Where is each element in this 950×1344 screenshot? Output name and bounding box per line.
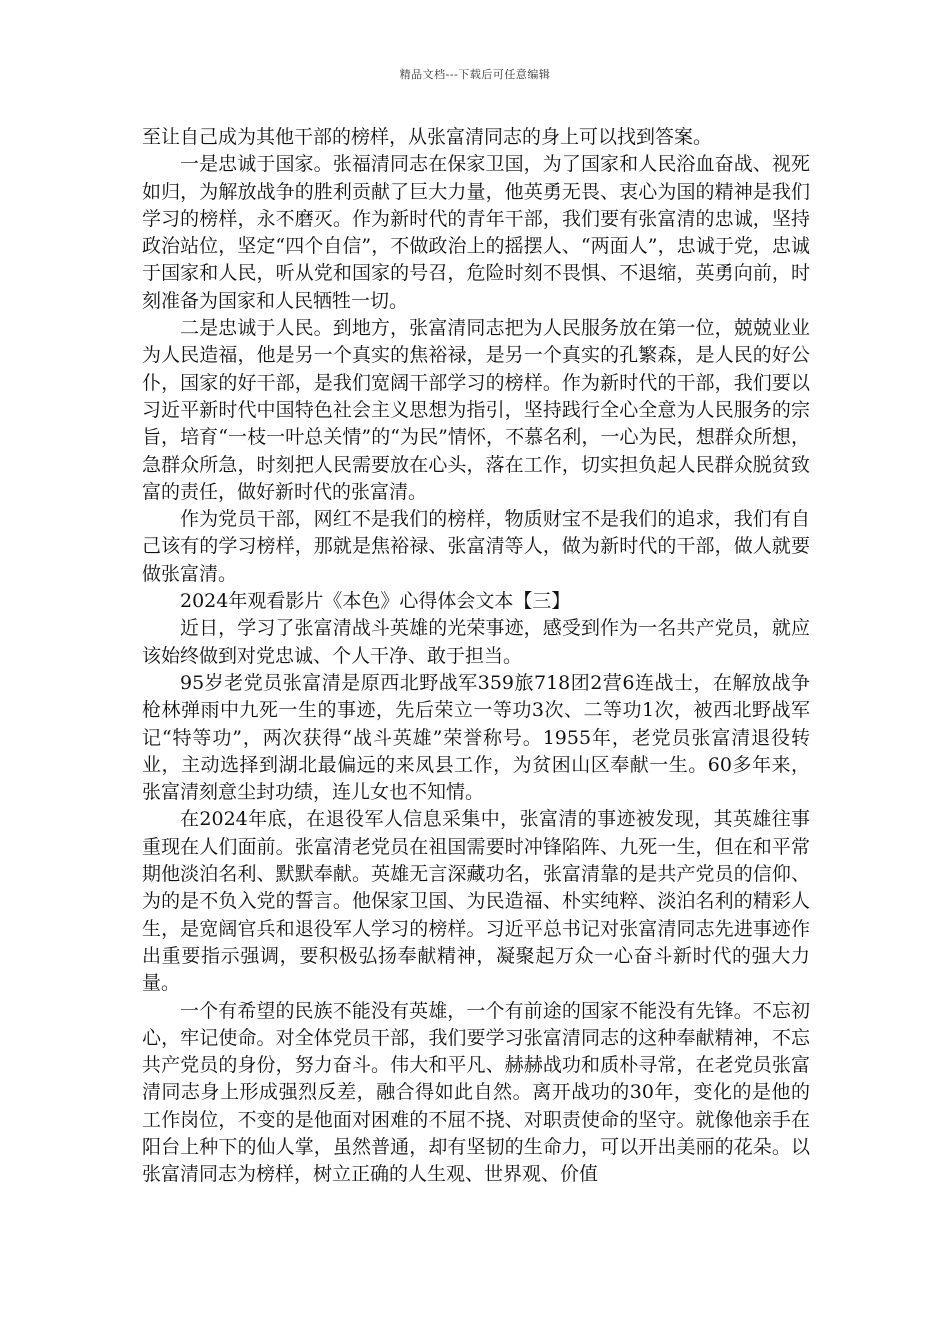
paragraph-conclusion: 一个有希望的民族不能没有英雄，一个有前途的国家不能没有先锋。不忘初心，牢记使命。对全体党员干部，我们要学习张富清同志的这种奉献精神，不忘共产党员的身份，努力奋斗。伟大和平凡、赫赫战功和质朴寻常，在老党员张富清同志身上形成强烈反差，融合得如此自然。离开战功的30年，变化的是他的工作岗位，不变的是他面对困难的不屈不挠、对职责使命的坚守。就像他亲手在阳台上种下的仙人掌，虽然普通，却有坚韧的生命力，可以开出美丽的花朵。以张富清同志为榜样，树立正确的人生观、世界观、价值 <box>142 999 810 1186</box>
paragraph-loyal-to-people: 二是忠诚于人民。到地方，张富清同志把为人民服务放在第一位，兢兢业业为人民造福，他是另一个真实的焦裕禄，是另一个真实的孔繁森，是人民的好公仆，国家的好干部，是我们宽阔干部学习的榜样。作为新时代的干部，我们要以习近平新时代中国特色社会主义思想为指引，坚持践行全心全意为人民服务的宗旨，培育“一枝一叶总关情”的“为民”情怀，不慕名利，一心为民，想群众所想，急群众所急，时刻把人民需要放在心头，落在工作，切实担负起人民群众脱贫致富的责任，做好新时代的张富清。 <box>142 317 810 503</box>
paragraph-discovery: 在2024年底，在退役军人信息采集中，张富清的事迹被发现，其英雄往事重现在人们面前。张富清老党员在祖国需要时冲锋陷阵、九死一生，但在和平常期他淡泊名利、默默奉献。英雄无言深藏功名，张富清靠的是共产党员的信仰、为的是不负入党的誓言。他保家卫国、为民造福、朴实纯粹、淡泊名利的精彩人生，是宽阔官兵和退役军人学习的榜样。习近平总书记对张富清同志先进事迹作出重要指示强调，要积极弘扬奉献精神，凝聚起万众一心奋斗新时代的强大力量。 <box>142 808 810 995</box>
paragraph-role-model: 作为党员干部，网红不是我们的榜样，物质财宝不是我们的追求，我们有自己该有的学习榜样，那就是焦裕禄、张富清等人，做为新时代的干部，做人就要做张富清。 <box>142 508 810 585</box>
section-heading: 2024年观看影片《本色》心得体会文本【三】 <box>180 590 571 613</box>
paragraph-loyal-to-country: 一是忠诚于国家。张福清同志在保家卫国，为了国家和人民浴血奋战、视死如归，为解放战争的胜利贡献了巨大力量，他英勇无畏、衷心为国的精神是我们学习的榜样，永不磨灭。作为新时代的青年干部，我们要有张富清的忠诚，坚持政治站位，坚定“四个自信”，不做政治上的摇摆人、“两面人”，忠诚于党，忠诚于国家和人民，听从党和国家的号召，危险时刻不畏惧、不退缩，英勇向前，时刻准备为国家和人民牺牲一切。 <box>142 153 810 312</box>
document-body <box>142 124 810 1189</box>
paragraph-continuation: 至让自己成为其他干部的榜样，从张富清同志的身上可以找到答案。 <box>142 126 713 148</box>
paragraph-biography: 95岁老党员张富清是原西北野战军359旅718团2营6连战士，在解放战争枪林弹雨中九死一生的事迹，先后荣立一等功3次、二等功1次，被西北野战军记“特等功”，两次获得“战斗英雄”荣誉称号。1955年，老党员张富清退役转业，主动选择到湖北最偏远的来凤县工作，为贫困山区奉献一生。60多年来，张富清刻意尘封功绩，连儿女也不知情。 <box>142 671 810 804</box>
page-header: 精品文档---下载后可任意编辑 <box>399 68 551 81</box>
paragraph-intro: 近日，学习了张富清战斗英雄的光荣事迹，感受到作为一名共产党员，就应该始终做到对党忠诚、个人干净、敢于担当。 <box>142 617 810 667</box>
